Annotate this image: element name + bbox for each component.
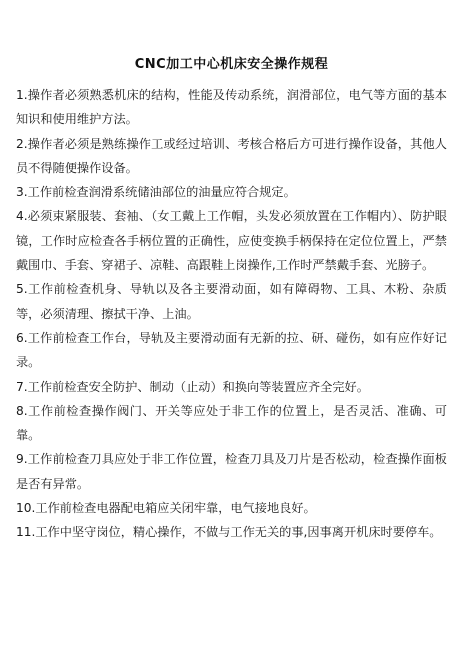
rule-item: 4.必须束紧服装、套袖、（女工戴上工作帽，头发必须放置在工作帽内）、防护眼镜，工作时应检查各手柄位置的正确性，应使变换手柄保持在定位位置上，严禁戴围巾、手套、穿裙子、凉鞋、高跟鞋上岗操作,工作时严禁戴手套、光膀子。 [16,209,447,273]
rule-item: 6.工作前检查工作台，导轨及主要滑动面有无新的拉、研、碰伤，如有应作好记录。 [16,330,447,370]
document-title: CNC加工中心机床安全操作规程 [134,57,329,72]
rule-item: 9.工作前检查刀具应处于非工作位置，检查刀具及刀片是否松动，检查操作面板是否有异常。 [16,452,447,491]
rule-item: 3.工作前检查润滑系统储油部位的油量应符合规定。 [16,185,296,200]
rules-list [16,83,447,545]
rule-item: 11.工作中坚守岗位，精心操作，不做与工作无关的事,因事离开机床时要停车。 [16,525,442,540]
rule-item: 7.工作前检查安全防护、制动（止动）和换向等装置应齐全完好。 [16,379,369,394]
rule-item: 5.工作前检查机身、导轨以及各主要滑动面，如有障碍物、工具、木粉、杂质等，必须清理、擦拭干净、上油。 [16,282,447,321]
rule-item: 2.操作者必须是熟练操作工或经过培训、考核合格后方可进行操作设备，其他人员不得随便操作设备。 [16,136,447,175]
rule-item: 1.操作者必须熟悉机床的结构，性能及传动系统，润滑部位，电气等方面的基本知识和使用维护方法。 [16,88,447,127]
rule-item: 8.工作前检查操作阀门、开关等应处于非工作的位置上，是否灵活、准确、可靠。 [16,403,447,443]
rule-item: 10.工作前检查电器配电箱应关闭牢靠，电气接地良好。 [16,501,316,516]
